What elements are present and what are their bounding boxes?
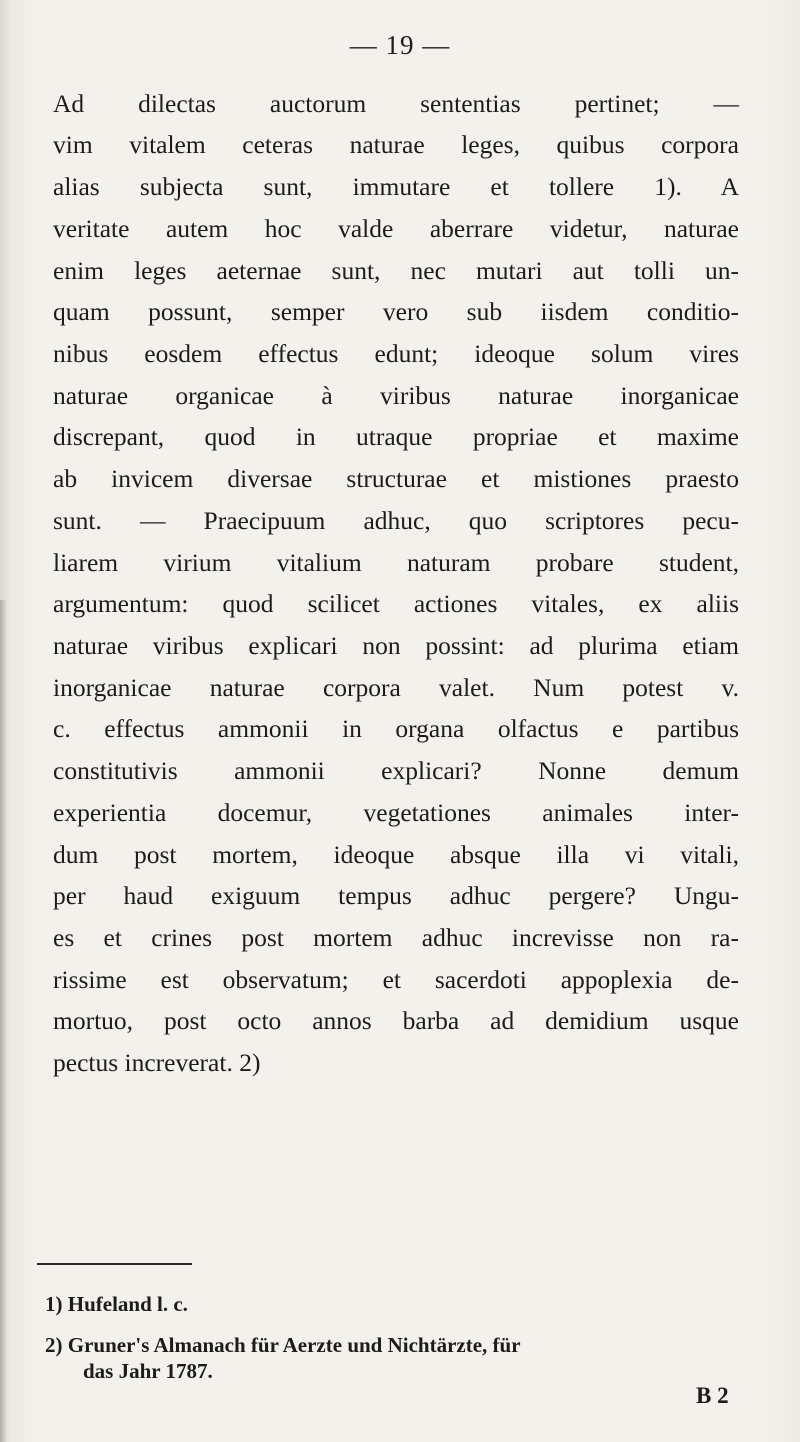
footnote-2: 2) Gruner's Almanach für Aerzte und Nichtärzte, für [45,1333,521,1357]
page-number: — 19 — [349,30,451,60]
text-line: es et crines post mortem adhuc increvisse non ra- [53,923,739,952]
footnote-separator [37,1263,192,1265]
text-line: quam possunt, semper vero sub iisdem conditio- [53,297,739,326]
text-line-last: pectus increverat. 2) [53,1048,261,1077]
text-line: constitutivis ammonii explicari? Nonne demum [53,756,739,785]
page-binding-shadow [0,600,6,1442]
text-line: vim vitalem ceteras naturae leges, quibus corpora [53,130,739,159]
text-line: per haud exiguum tempus adhuc pergere? Ungu- [53,881,739,910]
text-line: ab invicem diversae structurae et mistiones praesto [53,464,739,493]
text-line: mortuo, post octo annos barba ad demidium usque [53,1006,739,1035]
text-line: alias subjecta sunt, immutare et tollere 1). A [53,172,739,201]
text-line: experientia docemur, vegetationes animales inter- [53,798,739,827]
text-line: dum post mortem, ideoque absque illa vi vitali, [53,840,739,869]
footnote-1: 1) Hufeland l. c. [45,1292,188,1316]
text-line: Ad dilectas auctorum sententias pertinet; — [53,89,739,118]
text-line: discrepant, quod in utraque propriae et maxime [53,422,739,451]
text-line: argumentum: quod scilicet actiones vitales, ex aliis [53,589,739,618]
text-line: rissime est observatum; et sacerdoti appoplexia de- [53,965,739,994]
text-line: enim leges aeternae sunt, nec mutari aut tolli un- [53,256,739,285]
footnote-2-continued: das Jahr 1787. [83,1359,213,1383]
text-line: c. effectus ammonii in organa olfactus e partibus [53,714,739,743]
signature-mark: B 2 [696,1383,729,1408]
text-line: nibus eosdem effectus edunt; ideoque solum vires [53,339,739,368]
text-line: inorganicae naturae corpora valet. Num potest v. [53,673,739,702]
text-line: liarem virium vitalium naturam probare student, [53,548,739,577]
text-line: sunt. — Praecipuum adhuc, quo scriptores pecu- [53,506,739,535]
text-line: naturae organicae à viribus naturae inorganicae [53,381,739,410]
text-line: veritate autem hoc valde aberrare videtur, naturae [53,214,739,243]
text-line: naturae viribus explicari non possint: ad plurima etiam [53,631,739,660]
